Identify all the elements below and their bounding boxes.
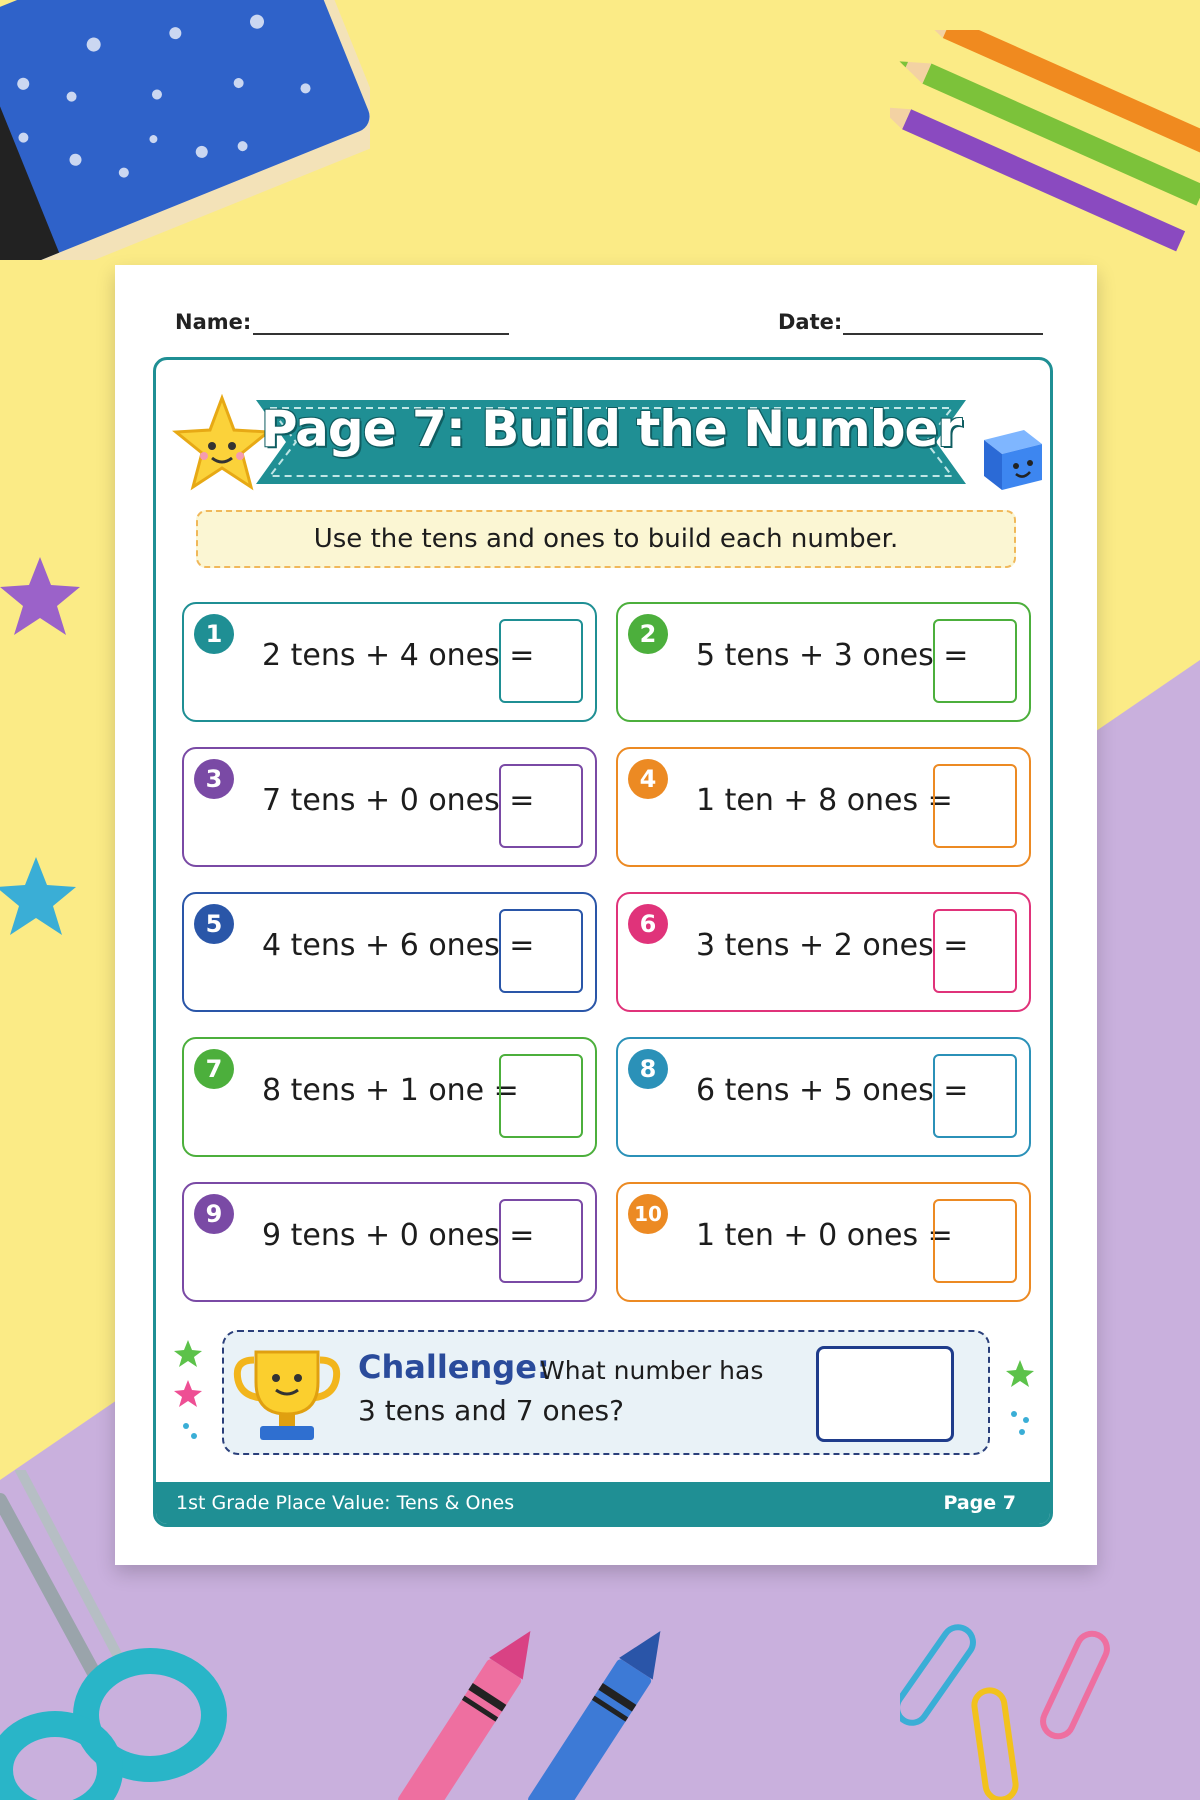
trophy-icon	[232, 1342, 342, 1447]
problem-card	[182, 747, 597, 867]
problem-number-badge: 2	[628, 614, 668, 654]
problem-expression: 1 ten + 0 ones =	[696, 1218, 953, 1253]
problem-number-badge: 10	[628, 1194, 668, 1234]
problem-card	[616, 1037, 1031, 1157]
problem-number-badge: 5	[194, 904, 234, 944]
sparkle-left-icon	[174, 1338, 214, 1448]
problem-card	[182, 892, 597, 1012]
footer-bar	[156, 1482, 1050, 1524]
answer-box[interactable]	[933, 1199, 1017, 1283]
answer-box[interactable]	[933, 1054, 1017, 1138]
problem-card	[616, 1182, 1031, 1302]
date-field[interactable]	[843, 333, 1043, 335]
sparkle-right-icon	[1004, 1358, 1044, 1448]
answer-box[interactable]	[933, 619, 1017, 703]
answer-box[interactable]	[499, 1199, 583, 1283]
answer-box[interactable]	[499, 764, 583, 848]
problem-expression: 3 tens + 2 ones =	[696, 928, 969, 963]
problem-expression: 5 tens + 3 ones =	[696, 638, 969, 673]
problem-card	[182, 602, 597, 722]
problem-card	[616, 747, 1031, 867]
worksheet-frame	[153, 357, 1053, 1527]
problem-card	[616, 602, 1031, 722]
purple-star-sticker-icon	[0, 555, 85, 645]
problem-expression: 7 tens + 0 ones =	[262, 783, 535, 818]
smiling-cube-icon	[974, 418, 1050, 494]
instruction-box: Use the tens and ones to build each number.	[196, 510, 1016, 568]
problem-expression: 9 tens + 0 ones =	[262, 1218, 535, 1253]
colored-pencils-icon	[890, 30, 1200, 290]
problem-expression: 1 ten + 8 ones =	[696, 783, 953, 818]
name-field[interactable]	[253, 333, 509, 335]
answer-box[interactable]	[499, 909, 583, 993]
footer-subject: 1st Grade Place Value: Tens & Ones	[176, 1492, 515, 1514]
answer-box[interactable]	[933, 909, 1017, 993]
answer-box[interactable]	[499, 1054, 583, 1138]
problem-number-badge: 3	[194, 759, 234, 799]
page-title: Page 7: Build the Number	[260, 400, 962, 458]
answer-box[interactable]	[499, 619, 583, 703]
problem-number-badge: 1	[194, 614, 234, 654]
worksheet-paper	[115, 265, 1097, 1565]
problem-card	[616, 892, 1031, 1012]
problem-expression: 2 tens + 4 ones =	[262, 638, 535, 673]
paper-clips-icon	[900, 1600, 1130, 1800]
problem-number-badge: 7	[194, 1049, 234, 1089]
notebook-icon	[0, 0, 370, 260]
challenge-label: Challenge:	[358, 1348, 550, 1386]
problem-expression: 6 tens + 5 ones =	[696, 1073, 969, 1108]
name-label: Name:	[175, 310, 252, 334]
challenge-question-line1: What number has	[540, 1356, 764, 1385]
problem-number-badge: 9	[194, 1194, 234, 1234]
date-label: Date:	[778, 310, 843, 334]
problem-number-badge: 4	[628, 759, 668, 799]
crayons-icon	[340, 1620, 720, 1800]
problem-number-badge: 6	[628, 904, 668, 944]
problem-number-badge: 8	[628, 1049, 668, 1089]
problem-card	[182, 1037, 597, 1157]
blue-star-sticker-icon	[0, 855, 80, 945]
problem-expression: 8 tens + 1 one =	[262, 1073, 519, 1108]
problem-expression: 4 tens + 6 ones =	[262, 928, 535, 963]
problem-card	[182, 1182, 597, 1302]
challenge-question-line2: 3 tens and 7 ones?	[358, 1394, 624, 1427]
challenge-box	[222, 1330, 990, 1455]
answer-box[interactable]	[933, 764, 1017, 848]
challenge-answer-box[interactable]	[816, 1346, 954, 1442]
title-banner	[256, 382, 966, 502]
footer-page-number: Page 7	[943, 1492, 1016, 1514]
